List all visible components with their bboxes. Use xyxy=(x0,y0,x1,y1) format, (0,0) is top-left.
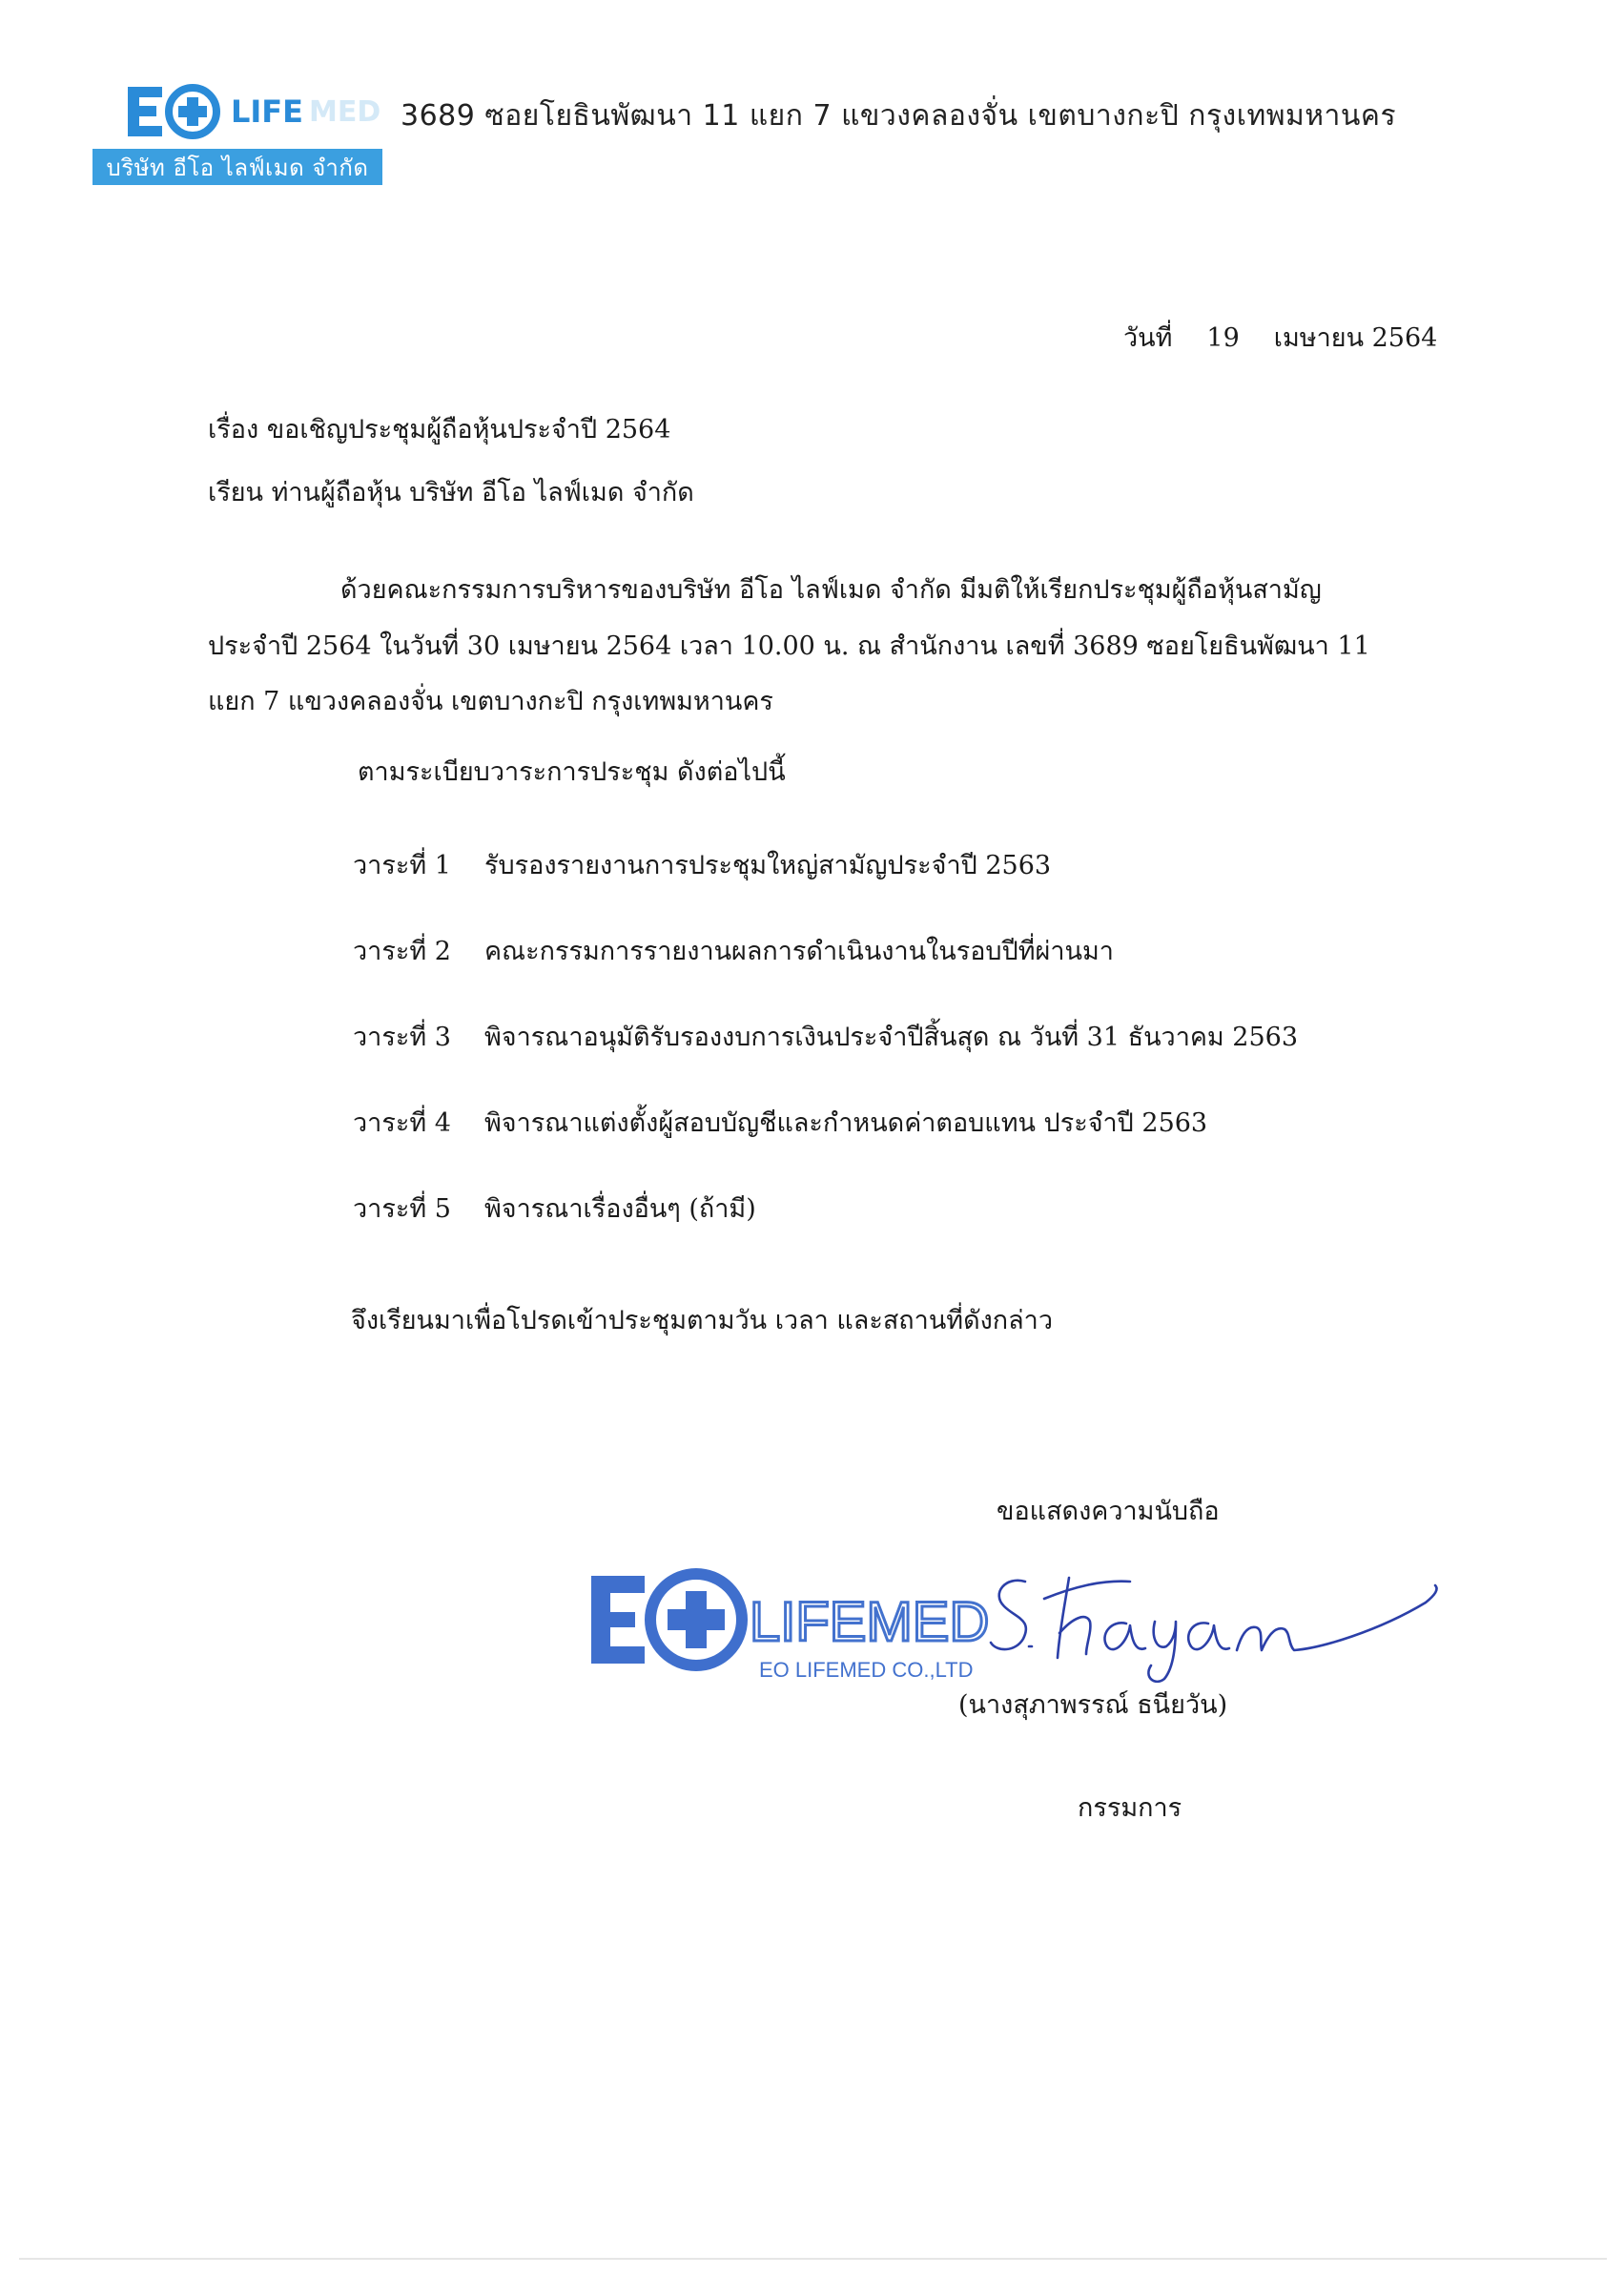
handwritten-signature xyxy=(987,1564,1445,1688)
header-address: 3689 ซอยโยธินพัฒนา 11 แยก 7 แขวงคลองจั่น เขตบางกะปิ กรุงเทพมหานคร xyxy=(401,99,1397,133)
company-stamp xyxy=(589,1562,1018,1686)
date-month-year: เมษายน 2564 xyxy=(1273,323,1438,353)
logo-company-name: บริษัท อีโอ ไลฟ์เมด จำกัด xyxy=(106,154,369,181)
agenda-item-text: พิจารณาแต่งตั้งผู้สอบบัญชีและกำหนดค่าตอบแทน ประจำปี 2563 xyxy=(484,1108,1208,1138)
eo-cross-icon xyxy=(126,83,225,140)
logo-wordmark: LIFE xyxy=(231,93,304,130)
company-logo xyxy=(93,76,382,187)
paragraph-line-3: แยก 7 แขวงคลองจั่น เขตบางกะปิ กรุงเทพมหานคร xyxy=(208,687,773,716)
date-label: วันที่ xyxy=(1123,323,1173,353)
logo-faded-wordmark: MED xyxy=(309,94,381,129)
letter-date xyxy=(1123,317,1437,358)
agenda-item-label: วาระที่ 5 xyxy=(353,1194,451,1224)
date-day: 19 xyxy=(1206,323,1240,353)
stamp-wordmark: LIFEMED xyxy=(750,1591,990,1653)
agenda-item-label: วาระที่ 2 xyxy=(353,937,451,966)
agenda-intro: ตามระเบียบวาระการประชุม ดังต่อไปนี้ xyxy=(358,757,786,787)
agenda-item-label: วาระที่ 3 xyxy=(353,1023,451,1052)
letter-regards: ขอแสดงความนับถือ xyxy=(997,1497,1220,1526)
stamp-company-en: EO LIFEMED CO.,LTD xyxy=(759,1658,974,1682)
agenda-item-text: รับรองรายงานการประชุมใหญ่สามัญประจำปี 2563 xyxy=(484,851,1052,880)
agenda-item-text: พิจารณาเรื่องอื่นๆ (ถ้ามี) xyxy=(484,1194,756,1224)
agenda-item-text: คณะกรรมการรายงานผลการดำเนินงานในรอบปีที่ผ่านมา xyxy=(484,937,1114,966)
paragraph-line-2: ประจำปี 2564 ในวันที่ 30 เมษายน 2564 เวลา 10.00 น. ณ สำนักงาน เลขที่ 3689 ซอยโยธินพัฒนา 11 xyxy=(208,631,1370,661)
page-footer-divider xyxy=(19,2258,1607,2260)
paragraph-line-1: ด้วยคณะกรรมการบริหารของบริษัท อีโอ ไลฟ์เมด จำกัด มีมติให้เรียกประชุมผู้ถือหุ้นสามัญ xyxy=(340,575,1322,605)
letter-closing: จึงเรียนมาเพื่อโปรดเข้าประชุมตามวัน เวลา และสถานที่ดังกล่าว xyxy=(351,1306,1054,1335)
agenda-item-label: วาระที่ 1 xyxy=(353,851,451,880)
agenda-item-text: พิจารณาอนุมัติรับรองงบการเงินประจำปีสิ้นสุด ณ วันที่ 31 ธันวาคม 2563 xyxy=(484,1023,1299,1052)
logo-company-band xyxy=(93,149,382,185)
signer-name: (นางสุภาพรรณ์ ธนียวัน) xyxy=(958,1690,1228,1720)
logo-top-row xyxy=(126,82,380,141)
letter-subject: เรื่อง ขอเชิญประชุมผู้ถือหุ้นประจำปี 2564 xyxy=(208,415,671,445)
signer-position: กรรมการ xyxy=(1078,1793,1182,1823)
letter-salutation: เรียน ท่านผู้ถือหุ้น บริษัท อีโอ ไลฟ์เมด จำกัด xyxy=(208,478,694,507)
agenda-item-label: วาระที่ 4 xyxy=(353,1108,451,1138)
